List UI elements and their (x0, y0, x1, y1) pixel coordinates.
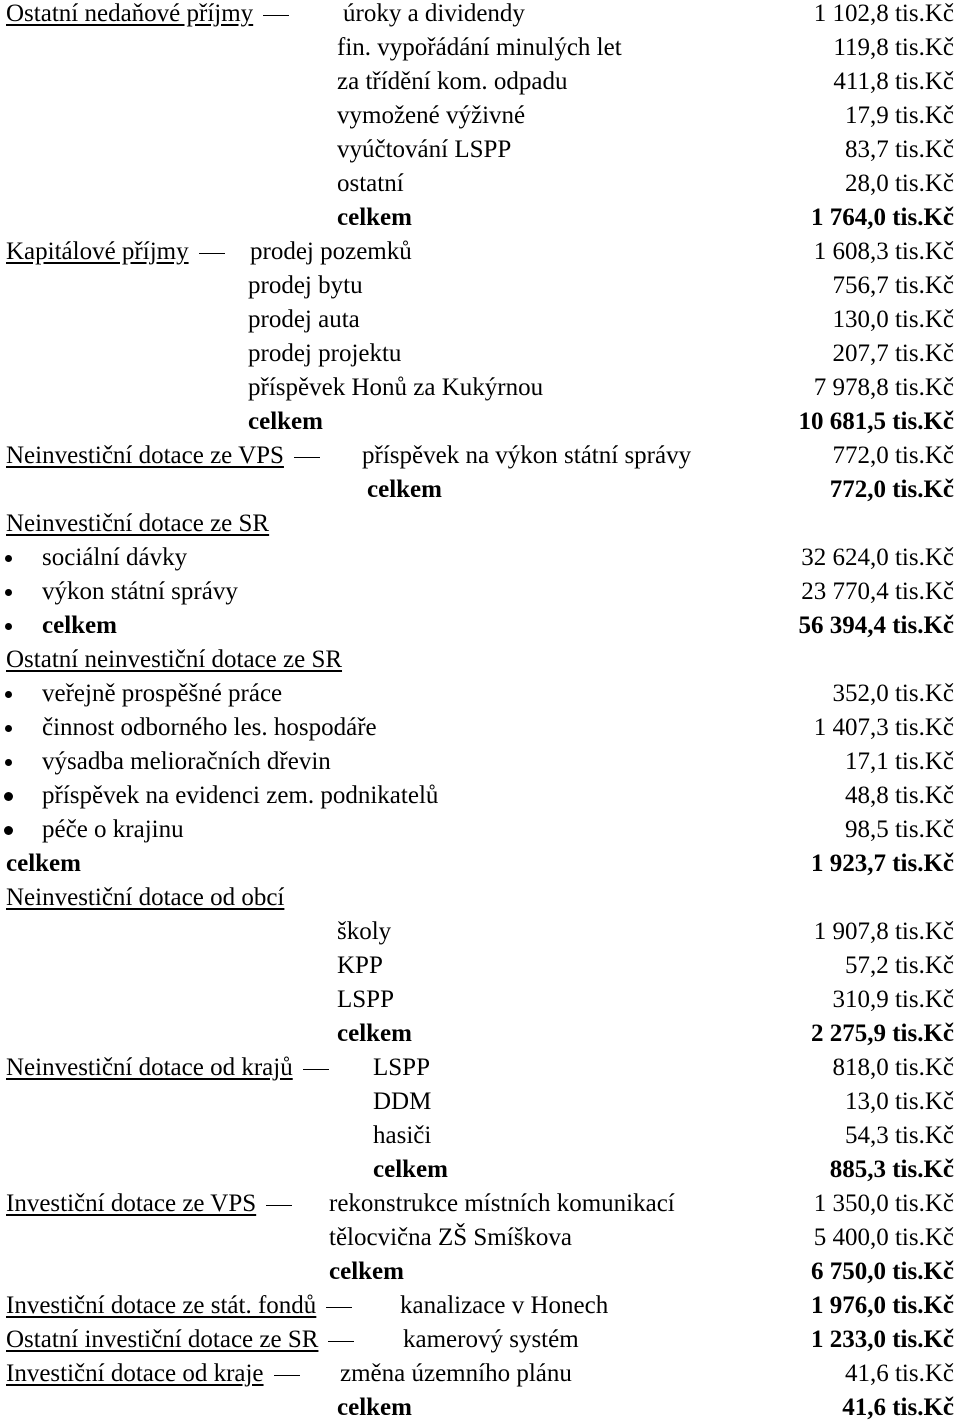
row-capital-land (0, 235, 960, 269)
item-name: kanalizace v Honech (400, 1292, 609, 1319)
item-value: 17,1 tis.Kč (844, 748, 954, 775)
section-label: Neinvestiční dotace od obcí (6, 884, 285, 911)
item-value: 310,9 tis.Kč (832, 986, 954, 1013)
bullet-icon (4, 826, 13, 835)
row-other-sr-landscape (0, 813, 960, 847)
total-label: celkem (337, 1020, 412, 1047)
row-inv-state-funds (0, 1289, 960, 1323)
bullet-icon (5, 691, 12, 698)
row-other-sr-forester (0, 711, 960, 745)
item-value: 48,8 tis.Kč (844, 782, 954, 809)
dash-separator (263, 15, 289, 16)
row-sr-heading (0, 507, 960, 541)
section-label: Kapitálové příjmy (6, 235, 230, 269)
row-municipal-heading (0, 881, 960, 915)
row-nondtax-alimony (0, 99, 960, 133)
total-value: 885,3 tis.Kč (829, 1156, 954, 1183)
item-name: LSPP (337, 986, 394, 1013)
row-municipal-lspp (0, 983, 960, 1017)
row-other-sr-trees (0, 745, 960, 779)
item-name: péče o krajinu (42, 816, 184, 843)
item-name: vymožené výživné (337, 102, 526, 129)
dash-separator (326, 1307, 352, 1308)
total-value: 1 923,7 tis.Kč (810, 850, 954, 877)
total-value: 1 764,0 tis.Kč (810, 204, 954, 231)
item-name: hasiči (373, 1122, 432, 1149)
total-label: celkem (337, 204, 412, 231)
item-value: 119,8 tis.Kč (833, 34, 954, 61)
row-sr-total (0, 609, 960, 643)
item-name: změna územního plánu (340, 1360, 572, 1387)
row-inv-region-total (0, 1391, 960, 1425)
row-capital-total (0, 405, 960, 439)
row-capital-car (0, 303, 960, 337)
item-value: 57,2 tis.Kč (844, 952, 954, 979)
section-label: Investiční dotace ze VPS (6, 1187, 297, 1221)
row-sr-social (0, 541, 960, 575)
total-label: celkem (42, 612, 117, 639)
section-label: Neinvestiční dotace ze SR (6, 510, 270, 537)
item-value: 98,5 tis.Kč (844, 816, 954, 843)
item-name: za třídění kom. odpadu (337, 68, 568, 95)
row-inv-region (0, 1357, 960, 1391)
bullet-icon (5, 623, 12, 630)
item-name: vyúčtování LSPP (337, 136, 512, 163)
item-value: 756,7 tis.Kč (832, 272, 954, 299)
total-value: 10 681,5 tis.Kč (798, 408, 954, 435)
item-value: 1 350,0 tis.Kč (813, 1190, 954, 1217)
row-inv-vps-gym (0, 1221, 960, 1255)
bullet-icon (5, 725, 12, 732)
item-value: 5 400,0 tis.Kč (813, 1224, 954, 1251)
total-value: 6 750,0 tis.Kč (810, 1258, 954, 1285)
row-other-sr-farmers (0, 779, 960, 813)
row-inv-vps-total (0, 1255, 960, 1289)
dash-separator (199, 253, 225, 254)
bullet-icon (5, 589, 12, 596)
item-value: 17,9 tis.Kč (844, 102, 954, 129)
item-value: 13,0 tis.Kč (844, 1088, 954, 1115)
total-label: celkem (6, 850, 81, 877)
item-name: příspěvek na evidenci zem. podnikatelů (42, 782, 439, 809)
total-value: 56 394,4 tis.Kč (798, 612, 954, 639)
item-name: DDM (373, 1088, 432, 1115)
item-name: příspěvek Honů za Kukýrnou (248, 374, 544, 401)
item-name: výsadba melioračních dřevin (42, 748, 331, 775)
item-name: LSPP (373, 1054, 430, 1081)
dash-separator (294, 457, 320, 458)
item-name: výkon státní správy (42, 578, 238, 605)
item-value: 1 907,8 tis.Kč (813, 918, 954, 945)
item-name: fin. vypořádání minulých let (337, 34, 622, 61)
row-other-sr-public-works (0, 677, 960, 711)
item-name: činnost odborného les. hospodáře (42, 714, 377, 741)
total-label: celkem (367, 476, 442, 503)
item-value: 41,6 tis.Kč (844, 1360, 954, 1387)
row-regional-ddm (0, 1085, 960, 1119)
total-value: 772,0 tis.Kč (829, 476, 954, 503)
row-nondtax-total (0, 201, 960, 235)
item-value: 1 407,3 tis.Kč (813, 714, 954, 741)
row-nondtax-other (0, 167, 960, 201)
item-name: úroky a dividendy (343, 0, 525, 27)
total-label: celkem (337, 1394, 412, 1421)
total-label: celkem (373, 1156, 448, 1183)
item-value: 1 608,3 tis.Kč (813, 238, 954, 265)
item-name: prodej pozemků (250, 238, 412, 265)
section-label: Neinvestiční dotace od krajů (6, 1051, 334, 1085)
item-name: veřejně prospěšné práce (42, 680, 283, 707)
item-value: 32 624,0 tis.Kč (801, 544, 954, 571)
item-name: prodej bytu (248, 272, 363, 299)
item-value: 54,3 tis.Kč (844, 1122, 954, 1149)
bullet-icon (5, 555, 12, 562)
total-label: celkem (248, 408, 323, 435)
section-label: Investiční dotace ze stát. fondů (6, 1289, 357, 1323)
bullet-icon (4, 792, 13, 801)
item-value: 7 978,8 tis.Kč (813, 374, 954, 401)
row-other-sr-total (0, 847, 960, 881)
item-value: 1 102,8 tis.Kč (813, 0, 954, 27)
item-value: 83,7 tis.Kč (844, 136, 954, 163)
row-capital-contribution (0, 371, 960, 405)
item-name: kamerový systém (403, 1326, 579, 1353)
item-value: 772,0 tis.Kč (832, 442, 954, 469)
item-value: 1 976,0 tis.Kč (810, 1292, 954, 1319)
section-label: Investiční dotace od kraje (6, 1357, 305, 1391)
item-name: prodej auta (248, 306, 360, 333)
row-vps-admin (0, 439, 960, 473)
row-capital-flat (0, 269, 960, 303)
item-value: 28,0 tis.Kč (844, 170, 954, 197)
row-sr-admin (0, 575, 960, 609)
section-label: Neinvestiční dotace ze VPS (6, 439, 325, 473)
row-capital-project (0, 337, 960, 371)
item-name: KPP (337, 952, 383, 979)
row-nondtax-lspp (0, 133, 960, 167)
item-name: ostatní (337, 170, 404, 197)
row-regional-firefighters (0, 1119, 960, 1153)
section-label: Ostatní investiční dotace ze SR (6, 1323, 359, 1357)
row-nondtax-settlement (0, 31, 960, 65)
item-name: tělocvična ZŠ Smíškova (329, 1224, 573, 1251)
row-nondtax-interest (0, 0, 960, 31)
item-value: 352,0 tis.Kč (832, 680, 954, 707)
item-name: sociální dávky (42, 544, 188, 571)
item-value: 207,7 tis.Kč (832, 340, 954, 367)
row-other-sr-heading (0, 643, 960, 677)
row-municipal-kpp (0, 949, 960, 983)
item-value: 130,0 tis.Kč (832, 306, 954, 333)
item-name: rekonstrukce místních komunikací (329, 1190, 675, 1217)
row-inv-vps-roads (0, 1187, 960, 1221)
item-name: školy (337, 918, 392, 945)
item-value: 411,8 tis.Kč (833, 68, 954, 95)
item-value: 23 770,4 tis.Kč (801, 578, 954, 605)
row-municipal-schools (0, 915, 960, 949)
section-label: Ostatní neinvestiční dotace ze SR (6, 646, 343, 673)
dash-separator (266, 1205, 292, 1206)
dash-separator (303, 1069, 329, 1070)
total-value: 41,6 tis.Kč (842, 1394, 954, 1421)
bullet-icon (5, 759, 12, 766)
row-municipal-total (0, 1017, 960, 1051)
row-regional-total (0, 1153, 960, 1187)
item-value: 818,0 tis.Kč (832, 1054, 954, 1081)
total-value: 2 275,9 tis.Kč (810, 1020, 954, 1047)
section-label: Ostatní nedaňové příjmy (6, 0, 294, 31)
item-name: prodej projektu (248, 340, 402, 367)
dash-separator (274, 1375, 300, 1376)
row-inv-other-sr (0, 1323, 960, 1357)
item-name: příspěvek na výkon státní správy (362, 442, 692, 469)
row-nondtax-waste (0, 65, 960, 99)
total-label: celkem (329, 1258, 404, 1285)
row-vps-total (0, 473, 960, 507)
item-value: 1 233,0 tis.Kč (810, 1326, 954, 1353)
row-regional-lspp (0, 1051, 960, 1085)
dash-separator (328, 1341, 354, 1342)
